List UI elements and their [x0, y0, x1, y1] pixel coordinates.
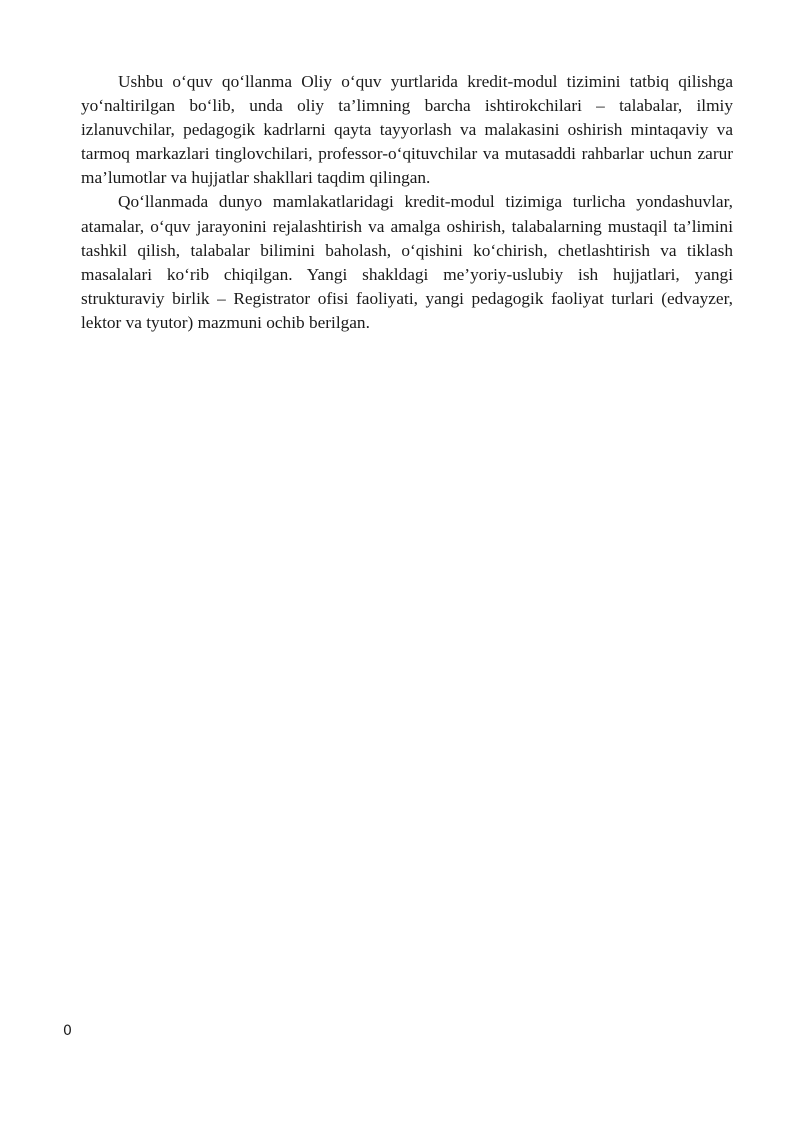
body-text: [81, 70, 733, 335]
page-number: 0: [63, 1023, 72, 1039]
paragraph-contents: Qo‘llanmada dunyo mamlakatlaridagi kredit-modul tizimiga turlicha yondashuvlar, atamalar, o‘quv jarayonini rejalashtirish va amalga oshirish, talabalarning mustaqil ta’limini tashkil qilish, talabalar bilimini baholash, o‘qishini ko‘chirish, chetlashtirish va tiklash masalalari ko‘rib chiqilgan. Yangi shakldagi me’yoriy-uslubiy ish hujjatlari, yangi strukturaviy birlik – Registrator ofisi faoliyati, yangi pedagogik faoliyat turlari (edvayzer, lektor va tyutor) mazmuni ochib berilgan.: [81, 192, 733, 332]
paragraph-intro: Ushbu o‘quv qo‘llanma Oliy o‘quv yurtlarida kredit-modul tizimini tatbiq qilishga yo‘naltirilgan bo‘lib, unda oliy ta’limning barcha ishtirokchilari – talabalar, ilmiy izlanuvchilar, pedagogik kadrlarni qayta tayyorlash va malakasini oshirish mintaqaviy va tarmoq markazlari tinglovchilari, professor-o‘qituvchilar va mutasaddi rahbarlar uchun zarur ma’lumotlar va hujjatlar shakllari taqdim qilingan.: [81, 72, 733, 188]
